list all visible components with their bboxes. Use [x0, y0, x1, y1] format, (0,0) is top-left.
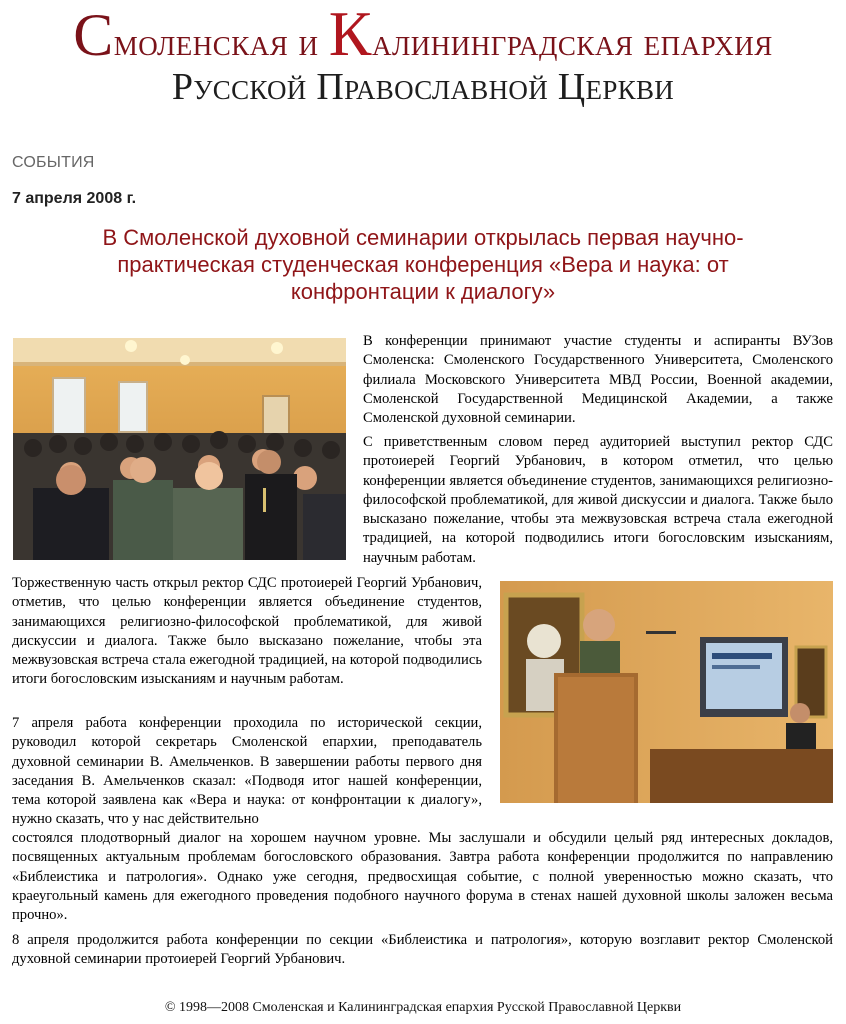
- article-headline: В Смоленской духовной семинарии открылась первая научно-практическая студенческая конференция «Вера и наука: от конфронтации к диалогу»: [102, 225, 744, 304]
- article-paragraph-2: С приветственным словом перед аудиторией выступил ректор СДС протоиерей Георгий Урбанович, в котором отметил, что целью конференции является объединение студентов, занимающихся религиозно-философской проблематикой, для живой дискуссии и диалога. Также было высказано пожелание, чтобы эта межвузовская встреча стала ежегодной традицией, на которой подводились итоги богословским изысканиям, научным работам.: [363, 434, 833, 566]
- masthead-line-2: Русской Православной Церкви: [171, 66, 675, 108]
- speaker-lectern-photo: [500, 581, 833, 803]
- masthead-text-kaliningradskaya: алининградская епархия: [371, 21, 773, 64]
- masthead-text-smolenskaya: моленская и: [113, 21, 329, 64]
- masthead-initial-s: С: [73, 2, 114, 68]
- copyright-footer: © 1998—2008 Смоленская и Калининградская епархия Русской Православной Церкви: [164, 1000, 682, 1015]
- conference-audience-photo: [13, 338, 346, 560]
- site-masthead: [0, 0, 846, 118]
- article-paragraph-1: В конференции принимают участие студенты и аспиранты ВУЗов Смоленска: Смоленского Государственного Университета, Смоленского филиала Московского Университета МВД России, Военной академии, Смоленской Государственной Медицинской Академии, а также Смоленской духовной семинарии.: [363, 333, 833, 427]
- article-paragraph-4-continued: состоялся плодотворный диалог на хорошем научном уровне. Мы заслушали и обсудили целый ряд интересных докладов, посвященных актуальным проблемам богословского образования. Завтра работа конференции продолжится по направлению «Библеистика и патрология». Однако уже сегодня, предвосхищая событие, с полной уверенностью можно сказать, что краеугольный камень для ежегодного проведения подобного научного форума в стенах нашей духовной школы заложен весьма прочно».: [12, 830, 833, 924]
- section-label: СОБЫТИЯ: [12, 154, 95, 171]
- masthead-initial-k: К: [328, 0, 372, 69]
- article-paragraph-5: 8 апреля продолжится работа конференции по секции «Библеистика и патрология», которую возглавит ректор Смоленской духовной семинарии протоиерей Георгий Урбанович.: [12, 932, 833, 968]
- article-paragraph-3: Торжественную часть открыл ректор СДС протоиерей Георгий Урбанович, отметив, что целью конференции является объединение студентов, занимающихся религиозно-философской проблематикой, для живой дискуссии и диалога. Также было высказано пожелание, чтобы эта межвузовская встреча стала ежегодной традицией, на которой подводились итоги богословским изысканиям и научным работам.: [12, 575, 482, 688]
- article-date: 7 апреля 2008 г.: [12, 190, 137, 207]
- article-paragraph-4: 7 апреля работа конференции проходила по исторической секции, руководил которой секретарь Смоленской епархии, преподаватель духовной семинарии В. Амельченков. В завершении работы первого дня заседания В. Амельченков сказал: «Подводя итог нашей конференции, тема которой заявлена как «Вера и наука: от конфронтации к диалогу», нужно сказать, что у нас действительно: [12, 715, 482, 828]
